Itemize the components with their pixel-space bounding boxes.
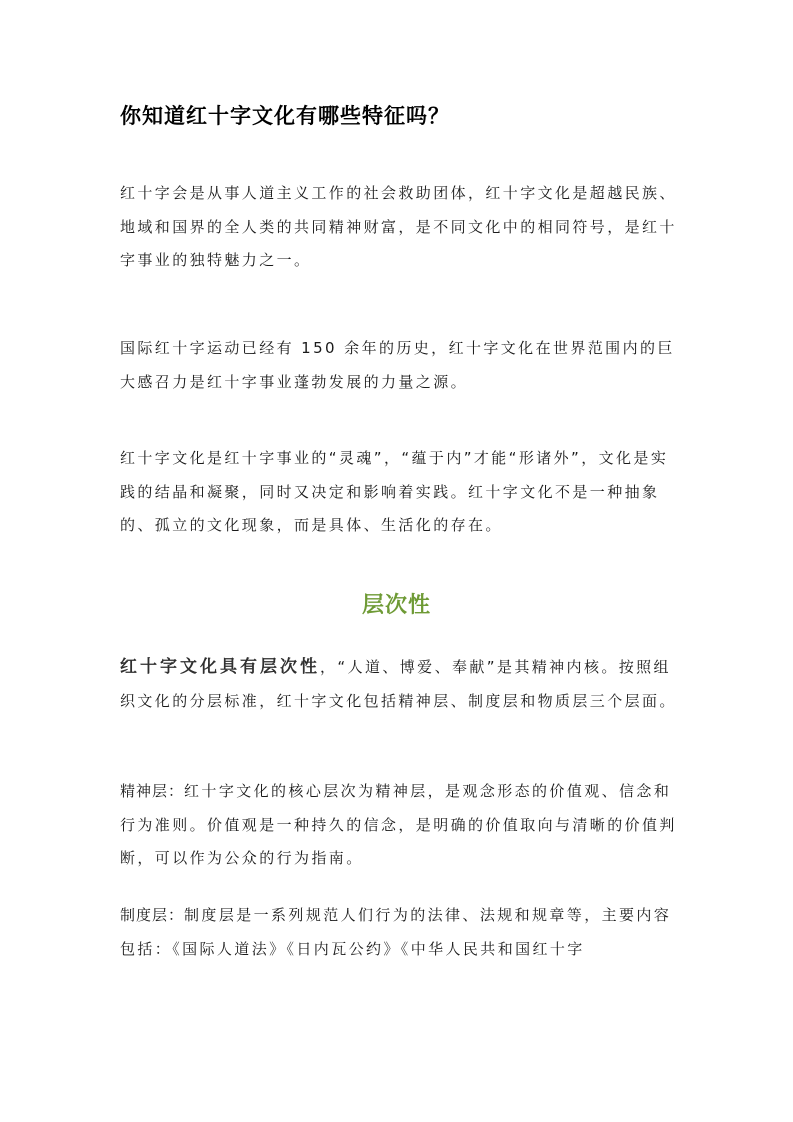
- soul-paragraph: 红十字文化是红十字事业的“灵魂”，“蕴于内”才能“形诸外”，文化是实践的结晶和凝聚，同时又决定和影响着实践。红十字文化不是一种抽象的、孤立的文化现象，而是具体、生活化的存在。: [120, 449, 669, 534]
- layering-paragraph: [120, 651, 680, 718]
- page-title: 你知道红十字文化有哪些特征吗？: [120, 104, 450, 128]
- history-paragraph: 国际红十字运动已经有 150 余年的历史，红十字文化在世界范围内的巨大感召力是红十字事业蓬勃发展的力量之源。: [120, 339, 675, 391]
- intro-paragraph: 红十字会是从事人道主义工作的社会救助团体，红十字文化是超越民族、地域和国界的全人类的共同精神财富，是不同文化中的相同符号，是红十字事业的独特魅力之一。: [120, 184, 677, 269]
- section-heading: 层次性: [361, 593, 431, 618]
- spirit-layer-text: 红十字文化的核心层次为精神层，是观念形态的价值观、信念和行为准则。价值观是一种持久的信念，是明确的价值取向与清晰的价值判断，可以作为公众的行为指南。: [120, 782, 677, 867]
- system-layer-paragraph: [120, 899, 680, 966]
- spirit-layer-paragraph: [120, 775, 680, 876]
- spirit-layer-label: 精神层：: [120, 782, 185, 800]
- system-layer-text: 制度层是一系列规范人们行为的法律、法规和规章等，主要内容包括：《国际人道法》《日内瓦公约》《中华人民共和国红十字: [120, 906, 672, 958]
- layering-lead-bold: 红十字文化具有层次性: [120, 657, 320, 677]
- layering-lead-text: ，“人道、博爱、奉献”是其精神内核。按照组织文化的分层标准，红十字文化包括精神层、制度层和物质层三个层面。: [120, 658, 677, 710]
- system-layer-label: 制度层：: [120, 906, 185, 924]
